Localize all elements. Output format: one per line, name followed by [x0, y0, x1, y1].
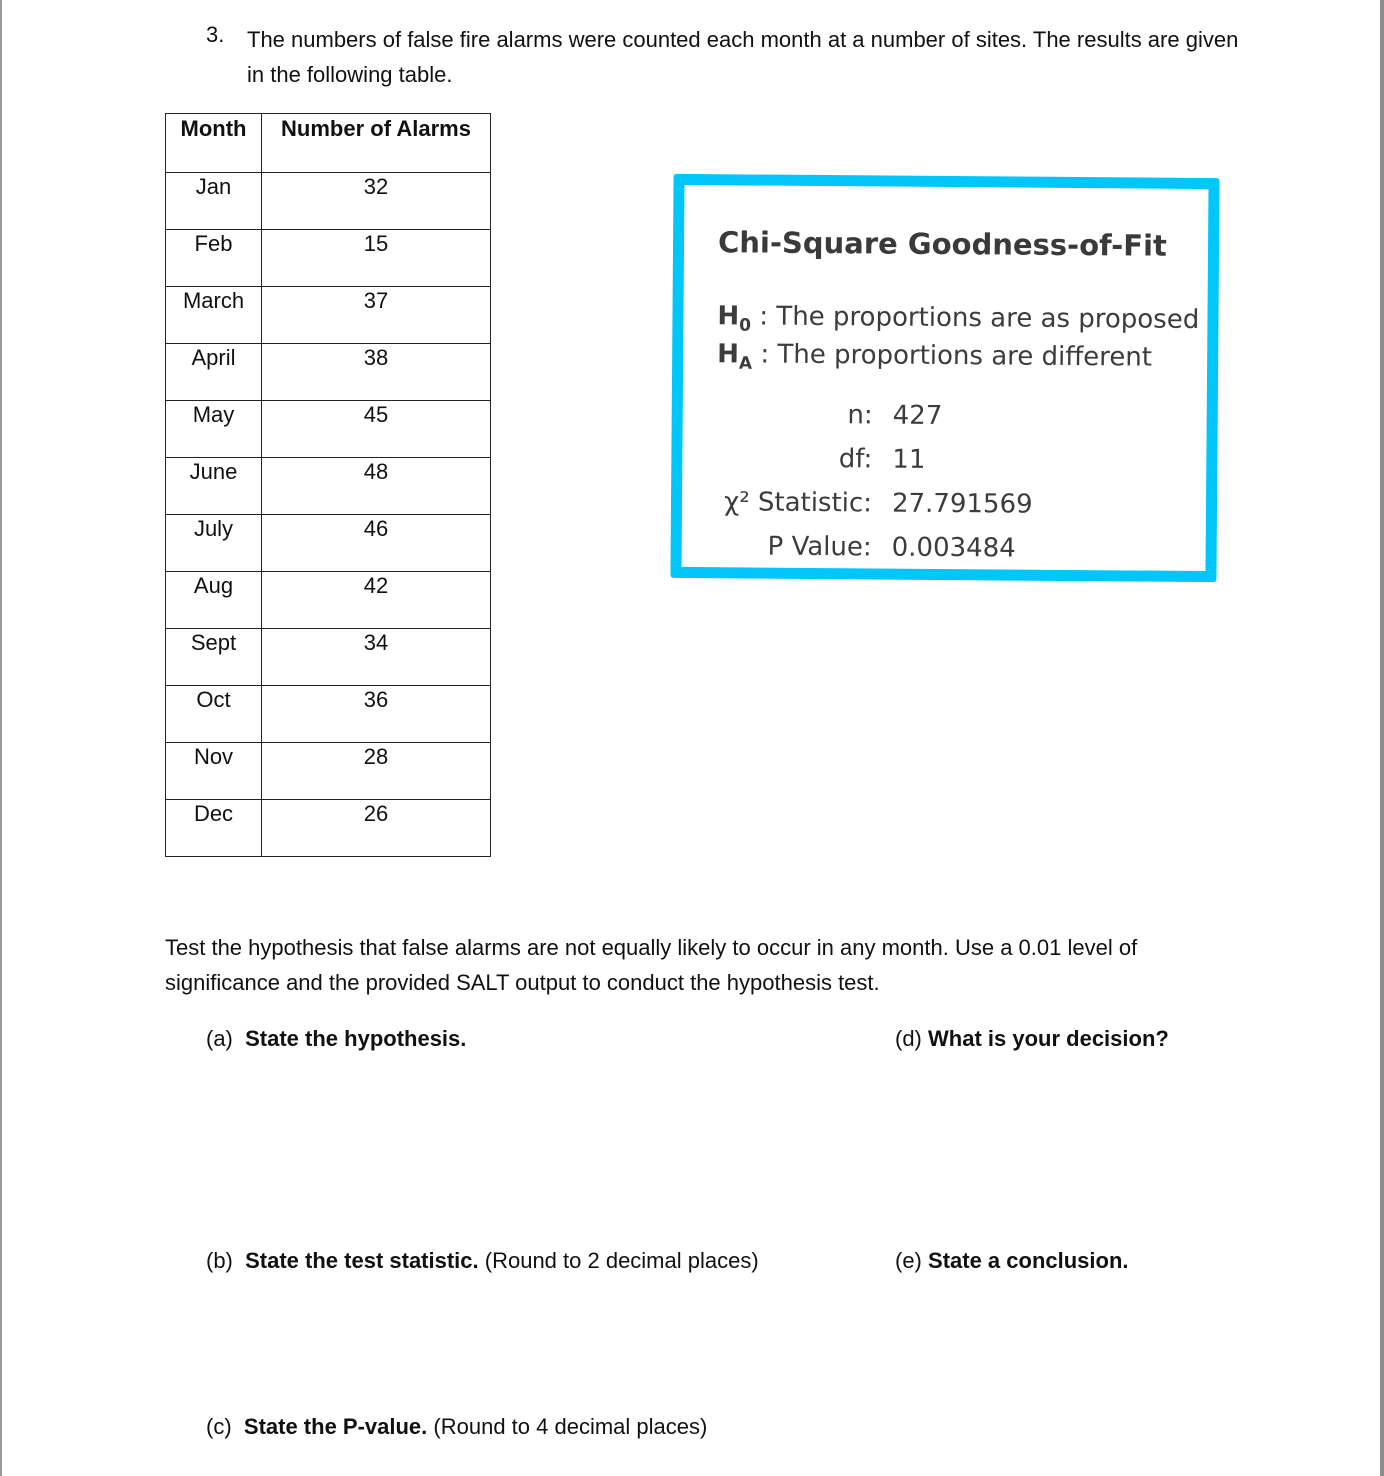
table-row [166, 572, 491, 629]
part-a-label: (a) [206, 1026, 233, 1051]
alarms-cell: 34 [262, 629, 491, 686]
table-row [166, 515, 491, 572]
header-number-of-alarms: Number of Alarms [262, 114, 491, 173]
part-b-prompt: State the test statistic. [245, 1248, 479, 1273]
n-value: 427 [892, 400, 943, 431]
p-value-value: 0.003484 [891, 532, 1016, 564]
ha-subscript: A [738, 353, 753, 374]
alternative-hypothesis [717, 339, 1152, 377]
month-cell: Oct [166, 686, 262, 743]
alarms-cell: 28 [262, 743, 491, 800]
stat-chi-label-wrap [682, 487, 873, 519]
null-hypothesis [717, 301, 1199, 339]
task-instructions: Test the hypothesis that false alarms are not equally likely to occur in any month. Use a 0.01 level of significance and the provided SALT output to conduct the hypothesis test. [165, 935, 1138, 995]
df-label: df: [838, 444, 873, 475]
month-cell: Aug [166, 572, 262, 629]
alarms-cell: 38 [262, 344, 491, 401]
part-d [895, 1026, 1169, 1052]
header-month: Month [166, 114, 262, 173]
h0-text: : The proportions are as proposed [750, 301, 1200, 335]
part-b [206, 1248, 759, 1274]
stat-p-label-wrap [682, 531, 872, 563]
alarms-cell: 15 [262, 230, 491, 287]
month-cell: June [166, 458, 262, 515]
alarms-cell: 42 [262, 572, 491, 629]
table-header-row [166, 114, 491, 173]
table-row [166, 173, 491, 230]
part-e-label: (e) [895, 1248, 922, 1273]
month-cell: Feb [166, 230, 262, 287]
month-cell: April [166, 344, 262, 401]
salt-title: Chi-Square Goodness-of-Fit [717, 225, 1167, 263]
table-row [166, 629, 491, 686]
ha-symbol: H [717, 339, 740, 370]
page-right-edge [1380, 0, 1384, 1476]
part-c-prompt: State the P-value. [243, 1414, 428, 1439]
month-cell: May [166, 401, 262, 458]
h0-symbol: H [717, 301, 740, 332]
question-intro: The numbers of false fire alarms were counted each month at a number of sites. The results are given in the following table. [247, 27, 1239, 87]
month-cell: Dec [166, 800, 262, 857]
month-cell: Jan [166, 173, 262, 230]
part-c-label: (c) [206, 1414, 232, 1439]
part-c [206, 1414, 707, 1440]
part-b-note: (Round to 2 decimal places) [478, 1248, 759, 1273]
alarms-cell: 46 [262, 515, 491, 572]
part-d-label: (d) [895, 1026, 922, 1051]
question-number: 3. [206, 22, 225, 47]
ha-text: : The proportions are different [751, 339, 1153, 373]
alarms-cell: 48 [262, 458, 491, 515]
h0-subscript: 0 [739, 315, 752, 336]
p-value-label: P Value: [767, 531, 872, 563]
alarms-cell: 26 [262, 800, 491, 857]
alarms-cell: 45 [262, 401, 491, 458]
part-e [895, 1248, 1129, 1274]
alarms-cell: 37 [262, 287, 491, 344]
table-row [166, 686, 491, 743]
alarms-table [165, 113, 491, 857]
chi-square-label: χ² Statistic: [724, 487, 873, 519]
part-c-note: (Round to 4 decimal places) [427, 1414, 708, 1439]
month-cell: March [166, 287, 262, 344]
part-a [206, 1026, 466, 1052]
page-left-edge [0, 0, 2, 1476]
table-row [166, 743, 491, 800]
alarms-cell: 36 [262, 686, 491, 743]
table-row [166, 230, 491, 287]
alarms-cell: 32 [262, 173, 491, 230]
month-cell: Nov [166, 743, 262, 800]
part-e-prompt: State a conclusion. [928, 1248, 1129, 1273]
table-row [166, 344, 491, 401]
salt-output-box [670, 174, 1219, 582]
chi-square-value: 27.791569 [891, 488, 1033, 520]
stat-n-label-wrap [683, 399, 873, 431]
n-label: n: [847, 400, 873, 431]
df-value: 11 [892, 444, 926, 475]
part-d-prompt: What is your decision? [928, 1026, 1169, 1051]
stat-df-label-wrap [682, 443, 873, 475]
part-a-prompt: State the hypothesis. [245, 1026, 467, 1051]
table-row [166, 800, 491, 857]
month-cell: July [166, 515, 262, 572]
table-row [166, 458, 491, 515]
table-row [166, 401, 491, 458]
month-cell: Sept [166, 629, 262, 686]
table-row [166, 287, 491, 344]
part-b-label: (b) [206, 1248, 233, 1273]
